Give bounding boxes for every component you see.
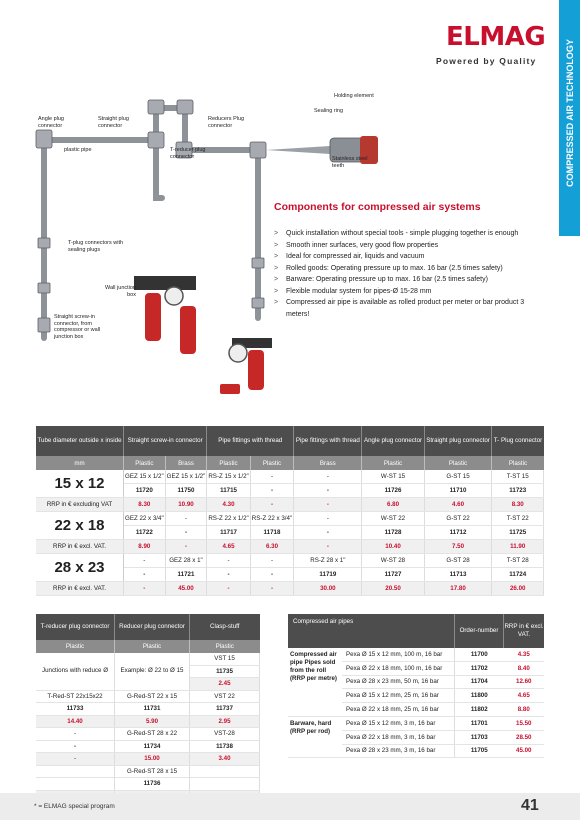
reducer-table — [36, 614, 260, 803]
footer-note: * = ELMAG special program — [34, 803, 115, 810]
table-cell: GEZ 15 x 1/2" — [165, 470, 207, 484]
price-cell: 5.90 — [115, 715, 190, 728]
pipe-desc: Pexa Ø 28 x 23 mm, 50 m, 16 bar — [342, 675, 455, 689]
pipe-table — [288, 614, 544, 758]
article-cell: 11719 — [294, 568, 362, 582]
col-fit-thread: Pipe fittings with thread — [207, 426, 294, 456]
price-cell: 11.90 — [492, 540, 544, 554]
price-cell: 3.40 — [190, 753, 260, 766]
table-cell: VST 15 — [190, 653, 260, 665]
table-cell: - — [250, 470, 293, 484]
article-cell: - — [294, 484, 362, 498]
table-cell: G-Red-ST 28 x 15 — [115, 765, 190, 778]
col-tube: Tube diameter outside x inside — [36, 426, 124, 456]
price-cell: 8.90 — [124, 540, 166, 554]
table-cell: RS-Z 15 x 1/2" — [207, 470, 250, 484]
article-cell: 11710 — [424, 484, 492, 498]
table-cell: G-ST 22 — [424, 512, 492, 526]
sub-header: Brass — [165, 456, 207, 470]
table-cell: T-Red-ST 22x15x22 — [36, 690, 115, 703]
price-cell: 8.80 — [504, 703, 545, 717]
price-cell: 28.50 — [504, 730, 545, 744]
table-cell: GEZ 28 x 1" — [165, 554, 207, 568]
label-sealing-ring: Sealing ring — [314, 108, 344, 114]
price-cell: 8.30 — [124, 498, 166, 512]
col-t: T- Plug connector — [492, 426, 544, 456]
sub-header: Plastic — [424, 456, 492, 470]
pipe-desc: Pexa Ø 15 x 12 mm, 100 m, 16 bar — [342, 648, 455, 661]
feature-item: > Quick installation without special tools - simple plugging together is enough — [274, 228, 548, 240]
price-cell: - — [124, 582, 166, 596]
article-cell: 11712 — [424, 526, 492, 540]
article-cell: - — [250, 484, 293, 498]
label-t-reducer: T-reducer plug connector — [170, 147, 206, 160]
section-title: Components for compressed air systems — [274, 201, 481, 213]
label-straight-plug: Straight plug connector — [98, 116, 129, 129]
table-cell: VST-28 — [190, 728, 260, 741]
table-cell: - — [124, 554, 166, 568]
rrp-label: RRP in € excluding VAT — [36, 498, 124, 512]
article-cell: 11723 — [492, 484, 544, 498]
sub-header: Plastic — [207, 456, 250, 470]
price-cell: 2.45 — [190, 678, 260, 691]
price-cell: 15.00 — [115, 753, 190, 766]
table-cell: G-Red-ST 28 x 22 — [115, 728, 190, 741]
feature-item: > Barware: Operating pressure up to max. 16 bar (2.5 times safety) — [274, 274, 548, 286]
table-cell: G-Red-ST 22 x 15 — [115, 690, 190, 703]
price-cell: 17.80 — [424, 582, 492, 596]
pipe-desc: Pexa Ø 15 x 12 mm, 3 m, 16 bar — [342, 716, 455, 730]
article-cell: - — [124, 568, 166, 582]
table-cell: - — [294, 512, 362, 526]
article-cell: 11736 — [115, 778, 190, 791]
price-cell: 4.35 — [504, 648, 545, 661]
example-text: Example: Ø 22 to Ø 15 — [115, 653, 190, 690]
label-wall-box: Wall junction box — [105, 285, 136, 298]
sub-header: Brass — [294, 456, 362, 470]
table-cell: T-ST 28 — [492, 554, 544, 568]
price-cell: 6.80 — [362, 498, 424, 512]
article-cell: 11728 — [362, 526, 424, 540]
col-screw: Straight screw-in connector — [124, 426, 207, 456]
price-cell: 30.00 — [294, 582, 362, 596]
pipe-desc: Pexa Ø 15 x 12 mm, 25 m, 16 bar — [342, 689, 455, 703]
article-cell: 11721 — [165, 568, 207, 582]
article-cell: 11734 — [115, 740, 190, 753]
sub-header: Plastic — [36, 640, 115, 653]
table-cell: RS-Z 22 x 1/2" — [207, 512, 250, 526]
article-cell: 11726 — [362, 484, 424, 498]
table-cell: W-ST 22 — [362, 512, 424, 526]
table-cell — [190, 765, 260, 778]
article-cell: 11737 — [190, 703, 260, 716]
article-cell: 11717 — [207, 526, 250, 540]
pipe-desc: Pexa Ø 28 x 23 mm, 3 m, 16 bar — [342, 744, 455, 758]
article-cell: - — [165, 526, 207, 540]
feature-item: > Flexible modular system for pipes-Ø 15-28 mm — [274, 286, 548, 298]
size-cell: 22 x 18 — [36, 512, 124, 540]
table-cell: - — [165, 512, 207, 526]
article-cell: 11702 — [455, 661, 504, 675]
article-cell: - — [294, 526, 362, 540]
pipe-desc: Pexa Ø 22 x 18 mm, 25 m, 16 bar — [342, 703, 455, 717]
page-number: 41 — [521, 797, 539, 814]
col-straight: Straight plug connector — [424, 426, 492, 456]
article-cell: 11725 — [492, 526, 544, 540]
article-cell — [36, 778, 115, 791]
feature-item: > Smooth inner surfaces, very good flow properties — [274, 240, 548, 252]
price-cell: 8.30 — [492, 498, 544, 512]
label-t-plug: T-plug connectors with sealing plugs — [68, 240, 124, 253]
table-cell — [36, 765, 115, 778]
price-cell: 6.30 — [250, 540, 293, 554]
label-holding-element: Holding element — [334, 93, 374, 99]
price-cell: 4.60 — [424, 498, 492, 512]
article-cell: - — [250, 568, 293, 582]
article-cell: 11715 — [207, 484, 250, 498]
article-cell: - — [207, 568, 250, 582]
sub-header: Plastic — [362, 456, 424, 470]
price-cell: 26.00 — [492, 582, 544, 596]
table-cell: T-ST 15 — [492, 470, 544, 484]
article-cell: 11802 — [455, 703, 504, 717]
article-cell: 11731 — [115, 703, 190, 716]
table-cell: - — [36, 728, 115, 741]
pipe-desc: Pexa Ø 22 x 18 mm, 100 m, 16 bar — [342, 661, 455, 675]
article-cell: 11701 — [455, 716, 504, 730]
brand-logo: ELMAG — [446, 22, 546, 52]
table-cell: GEZ 22 x 3/4" — [124, 512, 166, 526]
price-cell: - — [250, 498, 293, 512]
col-reducer: Reducer plug connector — [115, 614, 190, 640]
feature-item: > Ideal for compressed air, liquids and vacuum — [274, 251, 548, 263]
price-cell: - — [36, 753, 115, 766]
price-cell: 10.40 — [362, 540, 424, 554]
label-stainless-teeth: Stainless steel teeth — [332, 156, 368, 169]
price-cell: 4.65 — [207, 540, 250, 554]
article-cell: 11705 — [455, 744, 504, 758]
sidebar-label: COMPRESSED AIR TECHNOLOGY — [565, 39, 575, 187]
article-cell: 11738 — [190, 740, 260, 753]
rrp-label: RRP in € excl. VAT. — [36, 540, 124, 554]
price-cell: 8.40 — [504, 661, 545, 675]
article-cell: - — [36, 740, 115, 753]
sub-header: Plastic — [115, 640, 190, 653]
article-cell: 11703 — [455, 730, 504, 744]
price-cell: 2.95 — [190, 715, 260, 728]
table-cell: RS-Z 22 x 3/4" — [250, 512, 293, 526]
feature-list — [274, 228, 548, 320]
price-cell: 4.65 — [504, 689, 545, 703]
table-cell: GEZ 15 x 1/2" — [124, 470, 166, 484]
table-cell: G-ST 15 — [424, 470, 492, 484]
table-cell: W-ST 28 — [362, 554, 424, 568]
label-angle-plug: Angle plug connector — [38, 116, 64, 129]
price-cell: 15.50 — [504, 716, 545, 730]
price-cell: - — [207, 582, 250, 596]
connector-table — [36, 426, 544, 596]
size-cell: 28 x 23 — [36, 554, 124, 582]
size-cell: 15 x 12 — [36, 470, 124, 498]
label-plastic-pipe: plastic pipe — [64, 147, 92, 153]
table-cell: - — [207, 554, 250, 568]
price-cell: 7.50 — [424, 540, 492, 554]
col-rrp: RRP in € excl. VAT. — [504, 614, 545, 648]
label-reducers-plug: Reducers Plug connector — [208, 116, 245, 129]
table-cell: VST 22 — [190, 690, 260, 703]
pipe-desc: Pexa Ø 22 x 18 mm, 3 m, 16 bar — [342, 730, 455, 744]
article-cell: 11700 — [455, 648, 504, 661]
price-cell: - — [250, 582, 293, 596]
article-cell: 11720 — [124, 484, 166, 498]
price-cell: 4.30 — [207, 498, 250, 512]
price-cell: - — [294, 498, 362, 512]
price-cell: - — [165, 540, 207, 554]
price-cell: 45.00 — [165, 582, 207, 596]
table-cell: W-ST 15 — [362, 470, 424, 484]
price-cell: 14.40 — [36, 715, 115, 728]
sub-header: Plastic — [190, 640, 260, 653]
article-cell: 11750 — [165, 484, 207, 498]
article-cell: 11733 — [36, 703, 115, 716]
article-cell: 11704 — [455, 675, 504, 689]
sub-header: Plastic — [492, 456, 544, 470]
article-cell: 11724 — [492, 568, 544, 582]
category-roll: Compressed air pipe Pipes sold from the roll (RRP per metre) — [288, 648, 342, 716]
article-cell: 11727 — [362, 568, 424, 582]
table-cell: G-ST 28 — [424, 554, 492, 568]
rrp-label: RRP in € excl. VAT. — [36, 582, 124, 596]
label-straight-screw: Straight screw-in connector, from compressor or wall junction box — [54, 314, 101, 340]
sub-header: Plastic — [124, 456, 166, 470]
col-fit: Pipe fittings with thread — [294, 426, 362, 456]
col-t-reducer: T-reducer plug connector — [36, 614, 115, 640]
table-cell — [190, 778, 260, 791]
table-cell: T-ST 22 — [492, 512, 544, 526]
col-pipes: Compressed air pipes — [288, 614, 455, 648]
col-clasp: Clasp-stuff — [190, 614, 260, 640]
brand-tagline: Powered by Quality — [436, 56, 537, 66]
table-cell: RS-Z 28 x 1" — [294, 554, 362, 568]
article-cell: 11800 — [455, 689, 504, 703]
article-cell: 11735 — [190, 665, 260, 678]
section-sidebar — [559, 0, 580, 236]
col-order: Order-number — [455, 614, 504, 648]
sub-header: mm — [36, 456, 124, 470]
col-angle: Angle plug connector — [362, 426, 424, 456]
sub-header: Plastic — [250, 456, 293, 470]
category-bar: Barware, hard (RRP per rod) — [288, 716, 342, 757]
feature-item: > Compressed air pipe is available as rolled product per meter or bar product 3 meters! — [274, 297, 548, 320]
feature-item: > Rolled goods: Operating pressure up to max. 16 bar (2.5 times safety) — [274, 263, 548, 275]
article-cell: 11722 — [124, 526, 166, 540]
table-cell: - — [294, 470, 362, 484]
price-cell: - — [294, 540, 362, 554]
price-cell: 10.90 — [165, 498, 207, 512]
price-cell: 45.00 — [504, 744, 545, 758]
article-cell: 11713 — [424, 568, 492, 582]
price-cell: 20.50 — [362, 582, 424, 596]
article-cell: 11718 — [250, 526, 293, 540]
junction-text: Junctions with reduce Ø — [36, 653, 115, 690]
price-cell: 12.60 — [504, 675, 545, 689]
table-cell: - — [250, 554, 293, 568]
